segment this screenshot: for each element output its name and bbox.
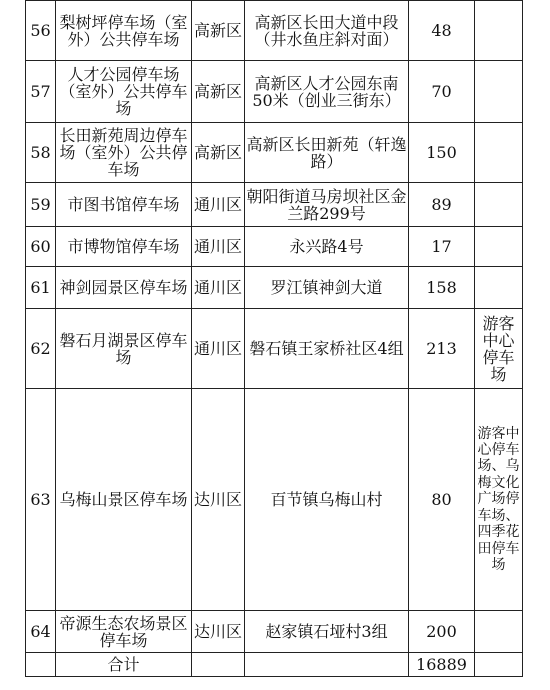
total-blank <box>245 653 409 677</box>
remark: 游客中心停车场 <box>475 309 523 389</box>
address: 朝阳街道马房坝社区金兰路299号 <box>245 183 409 227</box>
parking-spaces: 17 <box>409 227 475 267</box>
parking-table <box>25 0 523 677</box>
parking-name: 市图书馆停车场 <box>56 183 192 227</box>
district: 通川区 <box>192 227 245 267</box>
parking-name: 帝源生态农场景区停车场 <box>56 611 192 653</box>
row-number: 62 <box>26 309 56 389</box>
parking-spaces: 80 <box>409 389 475 611</box>
remark <box>475 611 523 653</box>
parking-name: 磐石月湖景区停车场 <box>56 309 192 389</box>
parking-spaces: 48 <box>409 1 475 61</box>
address: 永兴路4号 <box>245 227 409 267</box>
table-row <box>26 1 523 61</box>
total-blank <box>192 653 245 677</box>
row-number: 56 <box>26 1 56 61</box>
total-label: 合计 <box>56 653 192 677</box>
row-number: 64 <box>26 611 56 653</box>
total-blank <box>26 653 56 677</box>
row-number: 63 <box>26 389 56 611</box>
total-row <box>26 653 523 677</box>
parking-name: 长田新苑周边停车场（室外）公共停车场 <box>56 123 192 183</box>
address: 罗江镇神剑大道 <box>245 267 409 309</box>
row-number: 57 <box>26 61 56 123</box>
row-number: 58 <box>26 123 56 183</box>
district: 高新区 <box>192 1 245 61</box>
row-number: 59 <box>26 183 56 227</box>
address: 高新区长田新苑（轩逸路） <box>245 123 409 183</box>
remark <box>475 227 523 267</box>
parking-spaces: 150 <box>409 123 475 183</box>
remark <box>475 267 523 309</box>
remark <box>475 123 523 183</box>
district: 通川区 <box>192 267 245 309</box>
district: 通川区 <box>192 183 245 227</box>
row-number: 61 <box>26 267 56 309</box>
table-row <box>26 61 523 123</box>
district: 高新区 <box>192 61 245 123</box>
parking-name: 市博物馆停车场 <box>56 227 192 267</box>
row-number: 60 <box>26 227 56 267</box>
parking-spaces: 213 <box>409 309 475 389</box>
table-row <box>26 227 523 267</box>
district: 高新区 <box>192 123 245 183</box>
parking-name: 梨树坪停车场（室外）公共停车场 <box>56 1 192 61</box>
table-row <box>26 183 523 227</box>
parking-name: 人才公园停车场（室外）公共停车场 <box>56 61 192 123</box>
remark: 游客中心停车场、乌梅文化广场停车场、四季花田停车场 <box>475 389 523 611</box>
parking-name: 乌梅山景区停车场 <box>56 389 192 611</box>
parking-spaces: 200 <box>409 611 475 653</box>
table-row <box>26 267 523 309</box>
parking-spaces: 89 <box>409 183 475 227</box>
district: 达川区 <box>192 389 245 611</box>
parking-spaces: 70 <box>409 61 475 123</box>
remark <box>475 183 523 227</box>
table-row <box>26 611 523 653</box>
table-row <box>26 309 523 389</box>
table-row <box>26 123 523 183</box>
address: 高新区长田大道中段（井水鱼庄斜对面） <box>245 1 409 61</box>
total-spaces: 16889 <box>409 653 475 677</box>
address: 磐石镇王家桥社区4组 <box>245 309 409 389</box>
parking-name: 神剑园景区停车场 <box>56 267 192 309</box>
remark <box>475 61 523 123</box>
address: 百节镇乌梅山村 <box>245 389 409 611</box>
remark <box>475 1 523 61</box>
parking-spaces: 158 <box>409 267 475 309</box>
address: 赵家镇石垭村3组 <box>245 611 409 653</box>
district: 通川区 <box>192 309 245 389</box>
district: 达川区 <box>192 611 245 653</box>
address: 高新区人才公园东南50米（创业三街东） <box>245 61 409 123</box>
total-blank <box>475 653 523 677</box>
table-row <box>26 389 523 611</box>
